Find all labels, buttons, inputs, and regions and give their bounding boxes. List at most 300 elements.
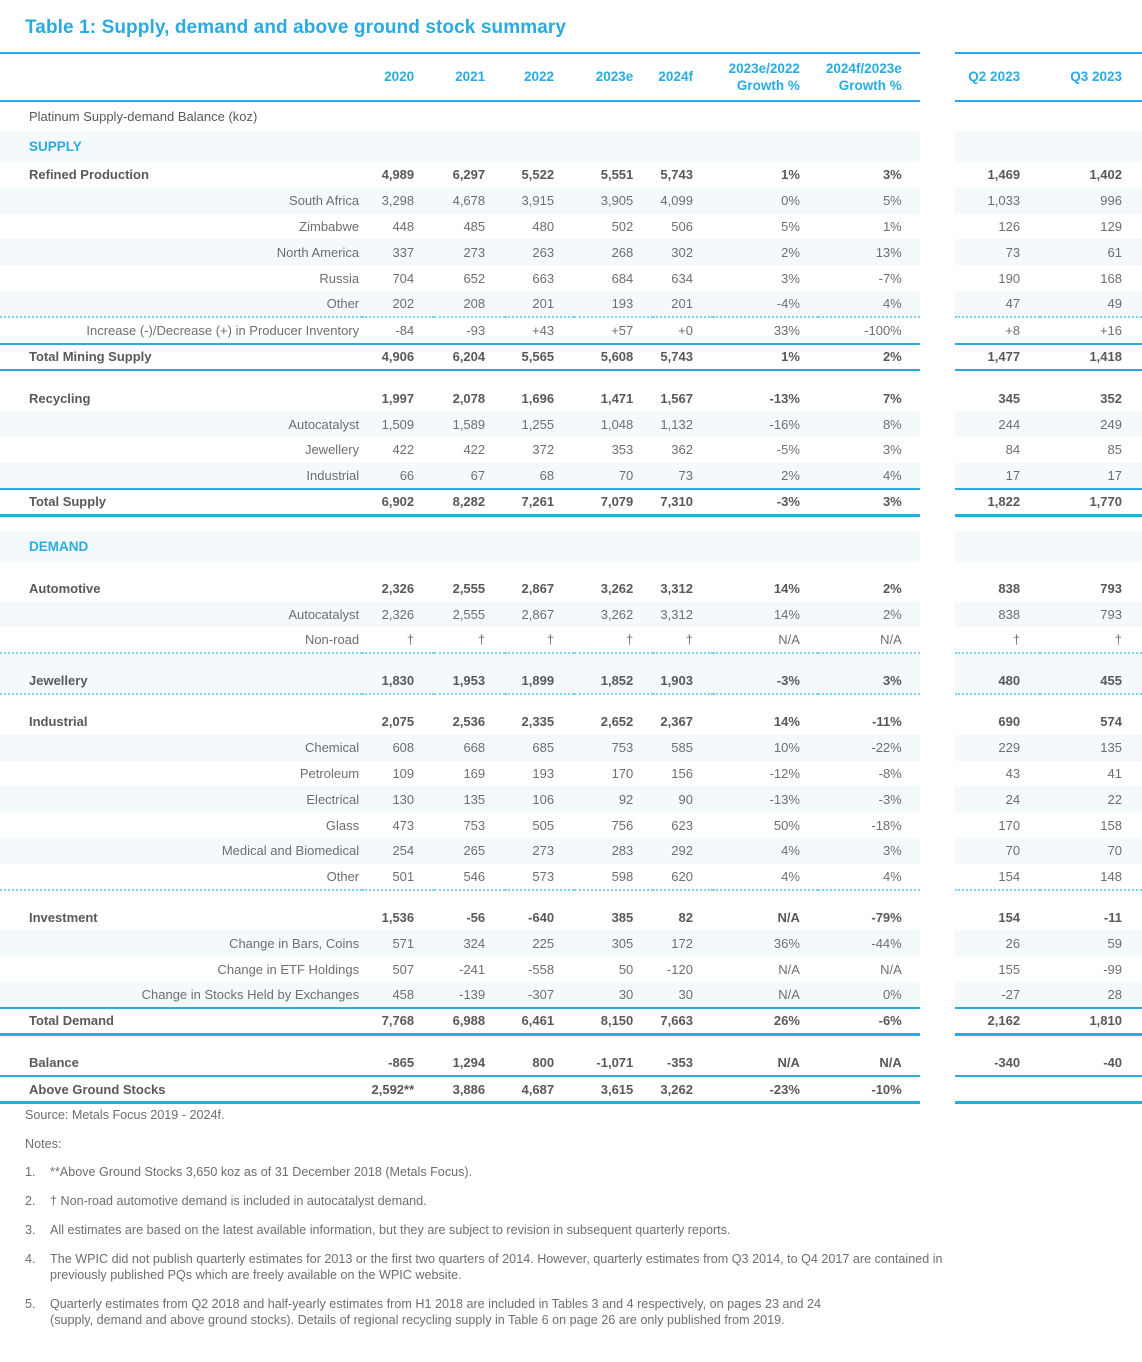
- note-item: [25, 1193, 1125, 1209]
- cell-2023e: 756: [611, 817, 634, 833]
- table-caption-row: [0, 102, 1142, 131]
- cell-2020: 66: [362, 463, 434, 489]
- cell-growth2: -6%: [878, 1013, 902, 1029]
- cell-2022: †: [546, 632, 555, 648]
- cell-2021: 273: [434, 239, 505, 265]
- cell-2022: -307: [505, 982, 574, 1008]
- cell-q3-2023: 49: [1040, 291, 1142, 317]
- section-label-demand: DEMAND: [0, 531, 362, 562]
- cell-2021: 2,078: [452, 390, 486, 406]
- cell-2023e: 3,615: [600, 1081, 634, 1097]
- cell-2021: -93: [466, 322, 486, 338]
- header-col-growth-2023e-2022: [713, 54, 818, 101]
- table-row: [0, 1050, 1142, 1076]
- section-header-demand: [0, 531, 1142, 562]
- cell-2022: 372: [532, 442, 555, 458]
- cell-2020: 473: [392, 817, 415, 833]
- row-label: Medical and Biomedical: [0, 838, 362, 864]
- row-label: Jewellery: [304, 442, 360, 458]
- table-row: [0, 385, 1142, 411]
- table-row: [0, 864, 1142, 890]
- table-caption: Platinum Supply-demand Balance (koz): [29, 109, 258, 124]
- cell-2023e: 92: [574, 786, 653, 812]
- cell-growth1: N/A: [778, 961, 800, 977]
- cell-q3-2023: 574: [1100, 714, 1122, 730]
- footnotes: [25, 1107, 1125, 1341]
- table-row: [0, 162, 1142, 188]
- cell-q3-2023: 129: [1100, 218, 1122, 234]
- header-col-q2-2023: Q2 2023: [968, 69, 1021, 84]
- cell-growth1: 2%: [713, 463, 818, 489]
- cell-q2-2023: 84: [1005, 442, 1021, 458]
- cell-growth1: -5%: [776, 442, 800, 458]
- cell-q2-2023: 47: [955, 291, 1040, 317]
- row-label: Chemical: [0, 735, 362, 761]
- cell-2022: 2,867: [505, 602, 574, 628]
- cell-2020: 571: [362, 930, 434, 956]
- cell-growth2: N/A: [879, 1055, 902, 1070]
- table-row: [0, 291, 1142, 317]
- cell-q3-2023: [1040, 1077, 1142, 1103]
- table-row: [0, 982, 1142, 1008]
- cell-growth2: 7%: [882, 390, 902, 406]
- cell-2024f: 292: [653, 838, 713, 864]
- cell-q2-2023: -340: [994, 1055, 1021, 1070]
- cell-2020: 1,536: [381, 910, 415, 926]
- cell-2024f: 172: [653, 930, 713, 956]
- table-row: [0, 318, 1142, 344]
- cell-q2-2023: 154: [998, 868, 1021, 884]
- cell-q2-2023: 690: [998, 714, 1021, 730]
- cell-2021: -139: [434, 982, 505, 1008]
- header-col-q3-2023: Q3 2023: [1070, 69, 1122, 84]
- cell-q2-2023: 229: [955, 735, 1040, 761]
- cell-q2-2023: +8: [1005, 322, 1021, 338]
- supply-demand-table: [0, 52, 1142, 1104]
- cell-q2-2023: 838: [955, 602, 1040, 628]
- row-label: Russia: [319, 270, 360, 286]
- cell-growth2: 4%: [818, 291, 920, 317]
- cell-growth2: -10%: [871, 1081, 902, 1097]
- cell-2022: 193: [532, 766, 555, 782]
- cell-growth2: 3%: [882, 167, 902, 183]
- cell-q3-2023: 168: [1100, 270, 1122, 286]
- cell-q2-2023: 190: [998, 270, 1021, 286]
- row-label: Above Ground Stocks: [29, 1081, 166, 1097]
- cell-2020: 458: [362, 982, 434, 1008]
- table-row: [0, 239, 1142, 265]
- cell-2021: 1,953: [434, 668, 505, 694]
- row-label: Autocatalyst: [0, 602, 362, 628]
- note-text: The WPIC did not publish quarterly estimates for 2013 or the first two quarters of 2014. However, quarterly estimates from Q3 2014, to Q4 2017 are contained in: [50, 1252, 943, 1266]
- row-label: Other: [0, 291, 362, 317]
- cell-2024f: 156: [671, 766, 693, 782]
- header-col-2022: 2022: [524, 69, 555, 84]
- growth2-line2: Growth %: [838, 77, 902, 93]
- spacer-row: [0, 654, 1142, 668]
- cell-q2-2023: 70: [955, 838, 1040, 864]
- table-row: [0, 1009, 1142, 1035]
- note-text-line2: previously published PQs which are freely available on the WPIC website.: [50, 1268, 462, 1282]
- cell-2022: 573: [532, 868, 555, 884]
- table-row: [0, 627, 1142, 653]
- cell-q3-2023: 455: [1040, 668, 1142, 694]
- cell-2021: 2,536: [452, 714, 486, 730]
- cell-2023e: 1,471: [600, 390, 634, 406]
- cell-2024f: -120: [666, 961, 693, 977]
- cell-2021: 8,282: [452, 494, 486, 510]
- row-label: Change in ETF Holdings: [217, 961, 360, 977]
- cell-2020: 337: [362, 239, 434, 265]
- cell-2022: 2,335: [521, 714, 555, 730]
- note-item: [25, 1251, 1125, 1283]
- cell-2021: 6,988: [452, 1013, 486, 1029]
- cell-growth2: 1%: [882, 218, 902, 234]
- cell-growth2: 2%: [882, 581, 902, 597]
- cell-growth2: 5%: [818, 188, 920, 214]
- cell-q3-2023: 59: [1040, 930, 1142, 956]
- cell-growth2: N/A: [880, 961, 902, 977]
- table-row: [0, 709, 1142, 735]
- cell-2024f: 5,743: [660, 167, 693, 183]
- header-col-2023e: 2023e: [595, 69, 634, 84]
- cell-2021: 4,678: [434, 188, 505, 214]
- cell-q2-2023: 24: [955, 786, 1040, 812]
- cell-q2-2023: 838: [998, 581, 1021, 597]
- section-label-supply: SUPPLY: [0, 131, 362, 162]
- table-row: [0, 930, 1142, 956]
- table-row: [0, 345, 1142, 371]
- spacer-row: [0, 695, 1142, 709]
- row-label: Industrial: [29, 714, 88, 730]
- cell-2023e: 684: [611, 270, 634, 286]
- cell-q2-2023: -27: [955, 982, 1040, 1008]
- cell-q3-2023: 61: [1040, 239, 1142, 265]
- cell-2021: 265: [434, 838, 505, 864]
- note-text-line2: (supply, demand and above ground stocks). Details of regional recycling supply in Table 6 on page 26 are only published from 2019.: [50, 1313, 785, 1327]
- cell-growth2: -22%: [818, 735, 920, 761]
- cell-2021: 2,555: [434, 602, 505, 628]
- cell-2024f: +0: [678, 322, 693, 338]
- cell-2021: 324: [434, 930, 505, 956]
- cell-2024f: 82: [678, 910, 693, 926]
- cell-q3-2023: 22: [1040, 786, 1142, 812]
- spacer-row: [0, 891, 1142, 905]
- cell-2021: -241: [459, 961, 486, 977]
- cell-2022: 800: [532, 1055, 555, 1070]
- cell-2020: 4,906: [381, 349, 415, 365]
- cell-2023e: 50: [618, 961, 634, 977]
- cell-2023e: †: [626, 632, 634, 648]
- cell-q3-2023: 352: [1100, 390, 1122, 406]
- cell-growth1: -4%: [713, 291, 818, 317]
- cell-2020: 2,326: [362, 602, 434, 628]
- cell-2024f: 90: [653, 786, 713, 812]
- note-number: 3.: [25, 1223, 36, 1237]
- cell-2020: 1,509: [362, 411, 434, 437]
- table-header-row: [0, 54, 1142, 101]
- cell-2020: 109: [392, 766, 415, 782]
- cell-2022: 5,565: [521, 349, 555, 365]
- cell-2024f: 623: [671, 817, 693, 833]
- cell-2020: 7,768: [381, 1013, 415, 1029]
- cell-2022: 1,899: [505, 668, 574, 694]
- cell-2020: 6,902: [381, 494, 415, 510]
- cell-growth1: -16%: [713, 411, 818, 437]
- table-row: [0, 602, 1142, 628]
- cell-q2-2023: 26: [955, 930, 1040, 956]
- cell-2023e: 598: [611, 868, 634, 884]
- cell-2022: -640: [528, 910, 555, 926]
- cell-2020: 2,592**: [371, 1081, 415, 1097]
- table-row: [0, 463, 1142, 489]
- row-label: Electrical: [0, 786, 362, 812]
- cell-growth2: 3%: [818, 668, 920, 694]
- cell-q3-2023: 1,810: [1089, 1013, 1122, 1029]
- cell-2021: 1,294: [452, 1055, 486, 1070]
- cell-2022: 1,696: [521, 390, 555, 406]
- table-bottom-rule: [0, 1103, 1142, 1105]
- spacer-row: [0, 517, 1142, 531]
- cell-q2-2023: 73: [955, 239, 1040, 265]
- note-number: 1.: [25, 1165, 36, 1179]
- cell-2021: 67: [434, 463, 505, 489]
- table-row: [0, 188, 1142, 214]
- cell-q3-2023: -40: [1103, 1055, 1122, 1070]
- row-label: Zimbabwe: [299, 218, 360, 234]
- cell-q2-2023: 1,477: [987, 349, 1021, 365]
- cell-2021: 3,886: [452, 1081, 486, 1097]
- cell-2020: 608: [362, 735, 434, 761]
- cell-q3-2023: 793: [1100, 581, 1122, 597]
- cell-2020: 704: [392, 270, 415, 286]
- row-label: Glass: [325, 817, 360, 833]
- header-gap: [920, 54, 955, 101]
- cell-q3-2023: 158: [1100, 817, 1122, 833]
- cell-2024f: 1,567: [660, 390, 693, 406]
- cell-growth1: N/A: [778, 632, 800, 648]
- cell-2023e: 8,150: [600, 1013, 634, 1029]
- cell-2023e: +57: [611, 322, 634, 338]
- cell-q2-2023: 480: [955, 668, 1040, 694]
- cell-2021: 1,589: [434, 411, 505, 437]
- table-row: [0, 956, 1142, 982]
- note-number: 4.: [25, 1252, 36, 1266]
- row-label: Recycling: [29, 390, 91, 406]
- row-label: Automotive: [29, 581, 101, 597]
- cell-2021: 546: [463, 868, 486, 884]
- growth2-line1: 2024f/2023e: [825, 60, 902, 76]
- cell-2022: -558: [528, 961, 555, 977]
- cell-2021: †: [477, 632, 486, 648]
- cell-growth2: -8%: [878, 766, 902, 782]
- spacer-row: [0, 1036, 1142, 1050]
- cell-q2-2023: [955, 1077, 1040, 1103]
- row-label: Industrial: [0, 463, 362, 489]
- cell-2024f: 3,312: [660, 581, 693, 597]
- cell-2023e: 305: [574, 930, 653, 956]
- cell-2021: 422: [463, 442, 486, 458]
- cell-2022: 106: [505, 786, 574, 812]
- cell-growth1: N/A: [713, 982, 818, 1008]
- row-label: Refined Production: [29, 167, 149, 183]
- cell-growth1: -3%: [776, 494, 800, 510]
- page-title: Table 1: Supply, demand and above ground stock summary: [25, 17, 567, 38]
- cell-growth2: 2%: [818, 602, 920, 628]
- header-col-2020: 2020: [384, 69, 415, 84]
- cell-2023e: 385: [611, 910, 634, 926]
- cell-2023e: 3,905: [574, 188, 653, 214]
- cell-q2-2023: 17: [955, 463, 1040, 489]
- cell-2024f: 4,099: [653, 188, 713, 214]
- cell-2022: 68: [505, 463, 574, 489]
- cell-growth1: 1%: [781, 167, 800, 183]
- cell-growth1: 5%: [781, 218, 800, 234]
- cell-2022: 663: [532, 270, 555, 286]
- cell-q2-2023: 43: [1005, 766, 1021, 782]
- row-label: Petroleum: [299, 766, 360, 782]
- table-row: [0, 265, 1142, 291]
- cell-q2-2023: 155: [998, 961, 1021, 977]
- note-text: Quarterly estimates from Q2 2018 and half-yearly estimates from H1 2018 are included in Tables 3 and 4 respectively, on pages 23 and 24: [50, 1297, 821, 1311]
- cell-q3-2023: -11: [1103, 910, 1122, 926]
- cell-q3-2023: 148: [1100, 868, 1122, 884]
- cell-2021: 135: [434, 786, 505, 812]
- cell-2020: 4,989: [381, 167, 415, 183]
- cell-2024f: 3,262: [660, 1081, 693, 1097]
- cell-2020: 2,326: [381, 581, 415, 597]
- cell-2023e: 353: [611, 442, 634, 458]
- note-item: [25, 1296, 1125, 1328]
- cell-2022: 685: [505, 735, 574, 761]
- cell-q3-2023: 1,770: [1089, 494, 1122, 510]
- notes-list: [25, 1164, 1125, 1328]
- cell-2022: 2,867: [521, 581, 555, 597]
- table-row: [0, 735, 1142, 761]
- cell-q2-2023: 1,033: [955, 188, 1040, 214]
- header-label-cell: [0, 54, 362, 101]
- cell-2020: 3,298: [362, 188, 434, 214]
- cell-2023e: 2,652: [600, 714, 634, 730]
- cell-2023e: 1,852: [574, 668, 653, 694]
- cell-2021: 668: [434, 735, 505, 761]
- section-header-supply: [0, 131, 1142, 162]
- note-item: [25, 1222, 1125, 1238]
- cell-q3-2023: 70: [1040, 838, 1142, 864]
- table-row: [0, 490, 1142, 516]
- note-number: 2.: [25, 1194, 36, 1208]
- cell-2024f: 5,743: [660, 349, 693, 365]
- cell-2024f: 1,903: [653, 668, 713, 694]
- cell-q2-2023: 170: [998, 817, 1021, 833]
- row-label: Autocatalyst: [0, 411, 362, 437]
- cell-2024f: -353: [666, 1055, 693, 1070]
- cell-2024f: 73: [653, 463, 713, 489]
- table-row: [0, 812, 1142, 838]
- cell-growth2: 3%: [882, 442, 902, 458]
- growth1-line1: 2023e/2022: [728, 60, 800, 76]
- table-row: [0, 1077, 1142, 1103]
- cell-growth2: -11%: [872, 714, 902, 730]
- row-label: Change in Stocks Held by Exchanges: [0, 982, 362, 1008]
- cell-growth1: 26%: [773, 1013, 800, 1029]
- cell-growth2: 3%: [882, 494, 902, 510]
- cell-2020: -84: [395, 322, 415, 338]
- cell-growth1: 50%: [773, 817, 800, 833]
- cell-2024f: 634: [671, 270, 693, 286]
- cell-q3-2023: 1,418: [1089, 349, 1122, 365]
- cell-q3-2023: 41: [1107, 766, 1122, 782]
- cell-growth1: -12%: [769, 766, 800, 782]
- cell-2023e: 7,079: [600, 494, 634, 510]
- cell-2023e: 70: [574, 463, 653, 489]
- cell-growth1: N/A: [777, 1055, 800, 1070]
- cell-growth1: 14%: [773, 714, 800, 730]
- cell-growth2: -7%: [878, 270, 902, 286]
- cell-2022: 4,687: [521, 1081, 555, 1097]
- cell-growth2: -100%: [864, 322, 902, 338]
- cell-growth2: 8%: [818, 411, 920, 437]
- cell-2023e: 193: [574, 291, 653, 317]
- cell-2023e: 5,608: [600, 349, 634, 365]
- table-row: [0, 214, 1142, 240]
- cell-2024f: 30: [653, 982, 713, 1008]
- cell-q3-2023: 996: [1040, 188, 1142, 214]
- cell-2021: 208: [434, 291, 505, 317]
- cell-2022: 1,255: [505, 411, 574, 437]
- cell-2020: 422: [392, 442, 415, 458]
- cell-growth1: 36%: [713, 930, 818, 956]
- cell-2022: 505: [532, 817, 555, 833]
- table-row: [0, 786, 1142, 812]
- cell-growth1: -23%: [769, 1081, 800, 1097]
- cell-growth2: 13%: [818, 239, 920, 265]
- cell-2023e: 3,262: [600, 581, 634, 597]
- cell-2023e: 30: [574, 982, 653, 1008]
- cell-2021: 652: [463, 270, 486, 286]
- cell-growth1: -13%: [769, 390, 800, 406]
- cell-q3-2023: 249: [1040, 411, 1142, 437]
- note-number: 5.: [25, 1297, 36, 1311]
- cell-2024f: 362: [671, 442, 693, 458]
- cell-growth2: 3%: [818, 838, 920, 864]
- cell-q2-2023: †: [1012, 632, 1021, 648]
- cell-2021: 169: [463, 766, 486, 782]
- cell-2024f: 201: [653, 291, 713, 317]
- cell-2023e: 268: [574, 239, 653, 265]
- note-item: [25, 1164, 1125, 1180]
- cell-2020: 130: [362, 786, 434, 812]
- cell-2023e: -1,071: [596, 1055, 634, 1070]
- header-col-2024f: 2024f: [658, 69, 693, 84]
- cell-2024f: 506: [671, 218, 693, 234]
- cell-growth2: -3%: [818, 786, 920, 812]
- cell-2021: 6,297: [452, 167, 486, 183]
- cell-q2-2023: 345: [998, 390, 1021, 406]
- cell-q3-2023: †: [1114, 632, 1122, 648]
- cell-2023e: 3,262: [574, 602, 653, 628]
- cell-growth2: 2%: [882, 349, 902, 365]
- row-label: Balance: [29, 1055, 79, 1070]
- cell-2022: 273: [505, 838, 574, 864]
- cell-growth1: -3%: [713, 668, 818, 694]
- cell-growth1: 0%: [713, 188, 818, 214]
- cell-2024f: 1,132: [653, 411, 713, 437]
- cell-q2-2023: 126: [998, 218, 1021, 234]
- cell-2024f: 3,312: [653, 602, 713, 628]
- row-label: Total Supply: [29, 494, 107, 510]
- cell-q2-2023: 244: [955, 411, 1040, 437]
